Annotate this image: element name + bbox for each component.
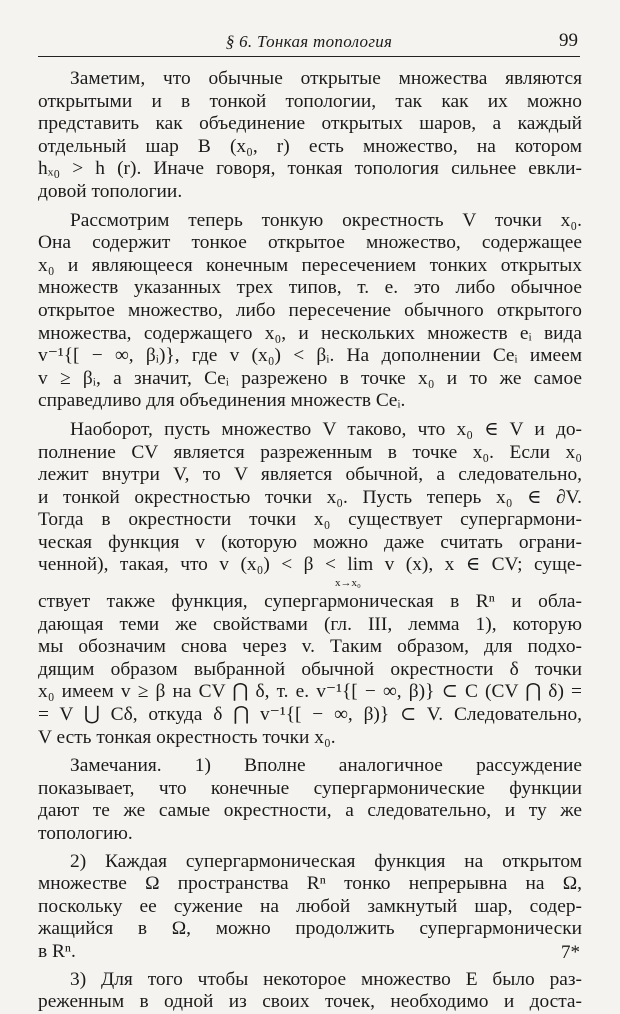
text-line: 3) Для того чтобы некоторое множество E было раз- xyxy=(70,968,582,990)
text-line: V есть тонкая окрестность точки x₀. xyxy=(38,726,336,748)
text-line: = V ⋃ Cδ, откуда δ ⋂ v⁻¹{[ − ∞, β)} ⊂ V. Следовательно, xyxy=(38,704,582,726)
text-line: v⁻¹{[ − ∞, βᵢ)}, где v (x₀) < βᵢ. На дополнении Ceᵢ имеем xyxy=(38,345,582,367)
text-line: мы обозначим снова через v. Таким образом, для подхо- xyxy=(38,636,582,658)
text-line: дающая теми же свойствами (гл. III, лемма 1), которую xyxy=(38,613,582,635)
text-line: справедливо для объединения множеств Ceᵢ. xyxy=(38,390,406,412)
text-line: дают те же самые окрестности, а следовательно, и ту же xyxy=(38,800,582,822)
text-line: и тонкой окрестностью точки x₀. Пусть теперь x₀ ∈ ∂V. xyxy=(38,486,582,508)
paragraph-3 xyxy=(38,419,582,749)
text-line: лежит внутри V, то V является обычной, а следовательно, xyxy=(38,464,582,486)
text-line: множестве Ω пространства Rⁿ тонко непрерывна на Ω, xyxy=(38,873,582,895)
text-line: довой топологии. xyxy=(38,180,183,202)
text-line: жащийся в Ω, можно продолжить супергармонически xyxy=(38,918,582,940)
text-line: топологию. xyxy=(38,823,133,844)
text-line: дящим образом выбранной обычной окрестности δ точки xyxy=(38,658,582,680)
text-line: Наоборот, пусть множество V таково, что x₀ ∈ V и до- xyxy=(70,418,582,440)
page-body xyxy=(38,68,582,1014)
paragraph-6 xyxy=(38,969,582,1014)
text-line: x₀ имеем v ≥ β на CV ⋂ δ, т. е. v⁻¹{[ − ∞, β)} ⊂ C (CV ⋂ δ) = xyxy=(38,681,582,703)
signature-mark: 7* xyxy=(561,942,580,963)
text-line: открытыми и в тонкой топологии, так как их можно xyxy=(38,90,582,112)
text-line: 2) Каждая супергармоническая функция на открытом xyxy=(70,850,582,872)
running-header xyxy=(38,30,580,57)
text-line: Заметим, что обычные открытые множества являются xyxy=(70,68,582,89)
page-number: 99 xyxy=(559,30,578,51)
text-line: отдельный шар B (x₀, r) есть множество, на котором xyxy=(38,135,582,157)
text-line: показывает, что конечные супергармонические функции xyxy=(38,777,582,799)
paragraph-2 xyxy=(38,210,582,413)
header-title: § 6. Тонкая топология xyxy=(225,32,393,51)
text-line: представить как объединение открытых шаров, а каждый xyxy=(38,113,582,135)
text-line: Рассмотрим теперь тонкую окрестность V точки x₀. xyxy=(70,209,582,231)
paragraph-5 xyxy=(38,851,582,964)
text-line: множества, содержащего x₀, и нескольких множеств eᵢ вида xyxy=(38,322,582,344)
text-line: в Rⁿ. xyxy=(38,940,76,962)
paragraph-1 xyxy=(38,68,582,204)
text-line: ствует также функция, супергармоническая в Rⁿ и обла- xyxy=(38,591,582,613)
text-line: множеств указанных трех типов, т. е. это либо обычное xyxy=(38,277,582,299)
text-line: открытое множество, либо пересечение обычного открытого xyxy=(38,299,582,321)
text-line: Тогда в окрестности точки x₀ существует супергармони- xyxy=(38,509,582,531)
text-line: v ≥ βᵢ, а значит, Ceᵢ разрежено в точке x₀ и то же самое xyxy=(38,367,582,389)
text-line: полнение CV является разреженным в точке x₀. Если x₀ xyxy=(38,441,582,463)
text-line: реженным в одной из своих точек, необходимо и доста- xyxy=(38,991,582,1013)
text-line: поскольку ее сужение на любой замкнутый шар, содер- xyxy=(38,895,582,917)
text-line-with-limit: ченной), такая, что v (x₀) < β < lim v (x), x ∈ CV; суще- xyxy=(38,554,582,576)
text-line: Замечания. 1) Вполне аналогичное рассуждение xyxy=(70,755,582,777)
text-line: Она содержит тонкое открытое множество, содержащее xyxy=(38,232,582,254)
text-line: ческая функция v (которую можно даже считать ограни- xyxy=(38,531,582,553)
text-line: hₓ₀ > h (r). Иначе говоря, тонкая топология сильнее евкли- xyxy=(38,158,582,180)
limit-subscript: x→x₀ xyxy=(335,577,361,590)
text-line: x₀ и являющееся конечным пересечением тонких открытых xyxy=(38,254,582,276)
paragraph-4 xyxy=(38,755,582,845)
